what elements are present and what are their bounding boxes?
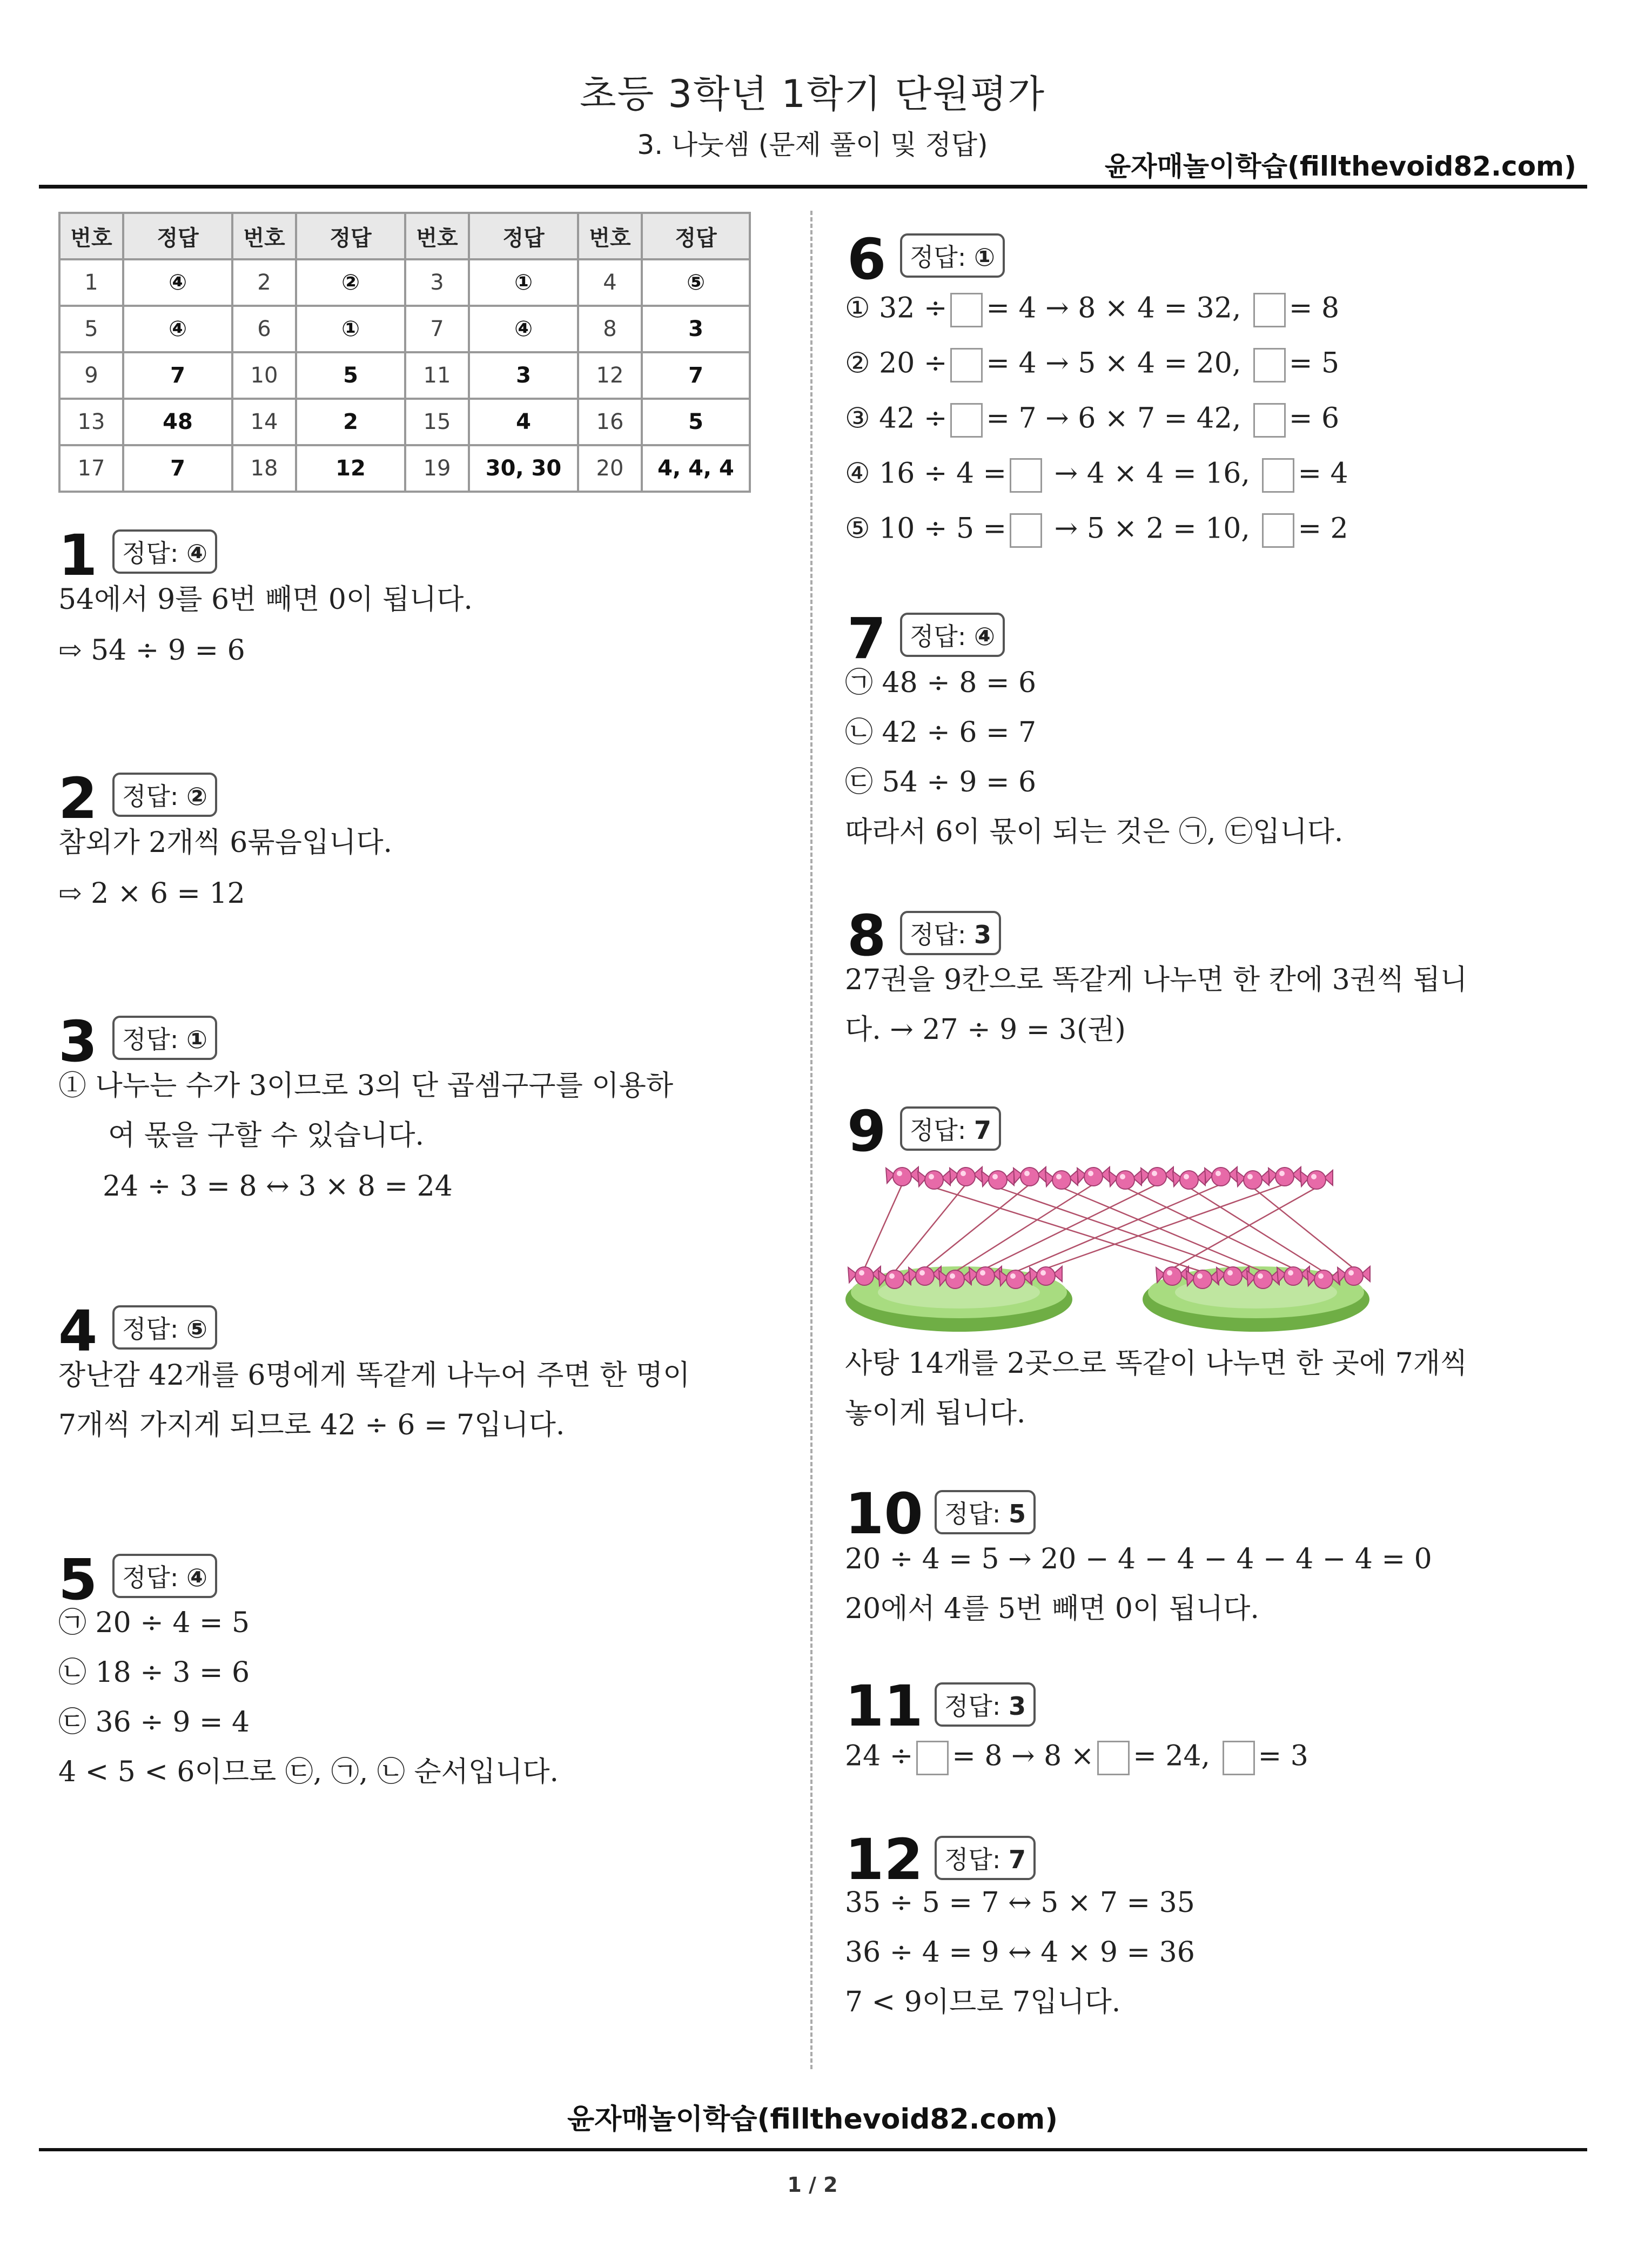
badge-answer: 7 [974,1116,992,1145]
solution-line [845,458,1348,493]
table-header: 번호 [578,213,642,259]
blank-box [1262,458,1294,493]
badge-answer: ④ [974,622,995,651]
table-cell-answer: 4, 4, 4 [642,445,750,492]
candy-icon [1237,1170,1269,1189]
table-cell-answer: ② [296,259,405,306]
blank-box [1253,403,1286,438]
table-cell-answer: 30, 30 [469,445,578,492]
solution-line: 24 ÷ 3 = 8 ↔ 3 × 8 = 24 [103,1170,453,1203]
table-cell-answer: 3 [469,352,578,399]
candy-icon [1205,1167,1237,1186]
page-number: 1 / 2 [787,2173,838,2197]
brand-footer: 윤자매놀이학습(fillthevoid82.com) [567,2103,1058,2136]
table-header: 정답 [296,213,405,259]
table-cell-number: 4 [578,259,642,306]
solution-line: 장난감 42개를 6명에게 똑같게 나누어 주면 한 명이 [58,1359,690,1392]
answer-badge [900,233,1005,278]
question-number: 11 [845,1673,923,1739]
solution-line: 따라서 6이 몫이 되는 것은 ㉠, ㉢입니다. [845,816,1344,848]
column-divider [810,211,812,2069]
solution-line: 35 ÷ 5 = 7 ↔ 5 × 7 = 35 [845,1887,1195,1919]
table-cell-answer: ④ [123,306,232,352]
question-number: 12 [845,1827,923,1893]
solution-line: ㉢ 54 ÷ 9 = 6 [845,766,1037,799]
connecting-lines [864,1184,1354,1272]
blank-box [1223,1741,1255,1775]
line-part: = 3 [1258,1740,1308,1773]
badge-answer: ④ [186,539,207,568]
table-cell-answer: ④ [123,259,232,306]
badge-label: 정답: [122,1563,186,1592]
line-part: = 7 → 6 × 7 = 42, [986,402,1241,435]
table-cell-number: 5 [59,306,123,352]
connect-line [1046,1184,1285,1269]
solution-line: ① 나누는 수가 3이므로 3의 단 곱셈구구를 이용하 [58,1070,674,1102]
table-cell-number: 16 [578,399,642,445]
solution-line [845,1741,1308,1775]
solution-line: 20 ÷ 4 = 5 → 20 − 4 − 4 − 4 − 4 − 4 = 0 [845,1543,1432,1575]
table-cell-answer: ⑤ [642,259,750,306]
candy-division-illustration [843,1151,1372,1345]
badge-answer: 5 [1009,1499,1026,1528]
line-part: = 4 → 8 × 4 = 32, [986,292,1241,325]
badge-label: 정답: [910,1116,974,1145]
table-row [59,399,750,445]
badge-answer: 7 [1009,1845,1026,1874]
badge-answer: ④ [186,1563,207,1592]
answer-badge [112,1016,217,1060]
line-part: ③ 42 ÷ [845,402,948,435]
line-part: = 6 [1288,402,1340,435]
blank-box [1253,348,1286,383]
answer-badge [112,1305,217,1350]
badge-answer: 3 [974,920,992,949]
table-cell-number: 19 [405,445,469,492]
candy-icon [1109,1170,1141,1189]
table-header: 번호 [59,213,123,259]
table-cell-number: 15 [405,399,469,445]
connect-line [985,1184,1157,1269]
table-header: 번호 [405,213,469,259]
line-part: = 4 → 5 × 4 = 20, [986,347,1241,380]
table-cell-answer: 7 [123,352,232,399]
table-row [59,445,750,492]
table-cell-number: 17 [59,445,123,492]
solution-line: 27권을 9칸으로 똑같게 나누면 한 칸에 3권씩 됩니 [845,964,1468,996]
table-header: 정답 [123,213,232,259]
question-number: 5 [58,1547,98,1613]
candy-icon [886,1167,918,1186]
table-header-row [59,213,750,259]
question-number: 8 [847,903,887,969]
solution-line: ㉡ 42 ÷ 6 = 7 [845,716,1037,749]
table-cell-answer: ① [469,259,578,306]
answer-badge [112,529,217,574]
table-header: 정답 [642,213,750,259]
answer-badge [935,1490,1036,1534]
solution-line: ⇨ 2 × 6 = 12 [58,877,245,910]
answer-badge [900,613,1005,657]
badge-label: 정답: [122,539,186,568]
table-cell-answer: 4 [469,399,578,445]
table-cell-number: 7 [405,306,469,352]
blank-box [950,293,983,327]
badge-answer: 3 [1009,1692,1026,1721]
solution-line: 4 < 5 < 6이므로 ㉢, ㉠, ㉡ 순서입니다. [58,1756,559,1788]
connect-line [925,1184,1030,1269]
solution-line: ㉢ 36 ÷ 9 = 4 [58,1706,250,1739]
solution-line: 다. → 27 ÷ 9 = 3(권) [845,1014,1126,1046]
table-cell-answer: 7 [642,352,750,399]
table-cell-number: 11 [405,352,469,399]
table-cell-number: 3 [405,259,469,306]
table-cell-answer: 3 [642,306,750,352]
answer-badge [112,1554,217,1598]
table-cell-answer: ① [296,306,405,352]
badge-label: 정답: [910,622,974,651]
solution-line: 참외가 2개씩 6묶음입니다. [58,827,393,859]
line-part: → 4 × 4 = 16, [1054,457,1250,490]
badge-label: 정답: [944,1499,1009,1528]
table-cell-number: 20 [578,445,642,492]
line-part: = 5 [1288,347,1340,380]
badge-label: 정답: [910,920,974,949]
connect-line [1172,1187,1317,1269]
question-number: 2 [58,766,98,831]
answer-badge [935,1836,1036,1880]
question-number: 6 [847,226,887,292]
solution-line: ㉠ 20 ÷ 4 = 5 [58,1607,250,1639]
bottom-candy-rows [848,1266,1370,1289]
candy-icon [1141,1167,1173,1186]
solution-line: 놓이게 됩니다. [845,1397,1026,1430]
line-part: ① 32 ÷ [845,292,948,325]
solution-line: ⇨ 54 ÷ 9 = 6 [58,634,245,667]
solution-line: 7개씩 가지게 되므로 42 ÷ 6 = 7입니다. [58,1409,565,1441]
line-part: = 2 [1298,512,1348,545]
question-number: 7 [847,606,887,672]
table-cell-number: 10 [232,352,296,399]
table-cell-answer: 5 [296,352,405,399]
solution-line: 54에서 9를 6번 빼면 0이 됩니다. [58,583,473,616]
solution-line: 사탕 14개를 2곳으로 똑같이 나누면 한 곳에 7개씩 [845,1347,1468,1380]
table-row [59,306,750,352]
badge-label: 정답: [122,1025,186,1054]
badge-label: 정답: [944,1845,1009,1874]
solution-line [845,513,1348,548]
table-cell-answer: 2 [296,399,405,445]
solution-line: 36 ÷ 4 = 9 ↔ 4 × 9 = 36 [845,1936,1195,1969]
table-cell-answer: 12 [296,445,405,492]
line-part: = 4 [1298,457,1348,490]
line-part: = 24, [1133,1740,1211,1773]
table-cell-number: 1 [59,259,123,306]
answer-badge [935,1682,1036,1727]
line-part: = 8 [1288,292,1340,325]
badge-answer: ① [186,1025,207,1054]
badge-answer: ① [974,243,995,272]
badge-label: 정답: [122,782,186,811]
blank-box [916,1741,949,1775]
answer-table [58,212,751,493]
table-row [59,259,750,306]
brand-header: 윤자매놀이학습(fillthevoid82.com) [1104,151,1576,182]
connect-line [895,1184,966,1272]
candy-icon [918,1170,950,1189]
candy-icon [982,1170,1014,1189]
line-part: ④ 16 ÷ 4 = [845,457,1007,490]
candy-icon [1077,1167,1110,1186]
table-cell-number: 2 [232,259,296,306]
table-cell-number: 18 [232,445,296,492]
blank-box [950,403,983,438]
table-row [59,352,750,399]
line-part: → 5 × 2 = 10, [1054,512,1250,545]
candy-icon [1013,1167,1046,1186]
blank-box [1262,513,1294,548]
table-cell-answer: 5 [642,399,750,445]
badge-answer: ② [186,782,207,811]
badge-label: 정답: [910,243,974,272]
connect-line [1189,1187,1324,1272]
question-number: 10 [845,1481,923,1547]
table-cell-number: 12 [578,352,642,399]
line-part: = 8 → 8 × [952,1740,1094,1773]
solution-line: ㉡ 18 ÷ 3 = 6 [58,1656,250,1689]
candy-icon [1268,1167,1301,1186]
candy-icon [1045,1170,1078,1189]
line-part: ⑤ 10 ÷ 5 = [845,512,1007,545]
solution-line [845,348,1339,383]
line-part: ② 20 ÷ [845,347,948,380]
question-number: 9 [847,1098,887,1164]
table-header: 정답 [469,213,578,259]
footer-rule [39,2148,1587,2151]
blank-box [1097,1741,1130,1775]
solution-line [845,293,1339,327]
page-title: 초등 3학년 1학기 단원평가 [579,72,1046,116]
page-subtitle: 3. 나눗셈 (문제 풀이 및 정답) [637,129,988,160]
question-number: 1 [58,522,98,588]
badge-label: 정답: [944,1692,1009,1721]
table-cell-number: 6 [232,306,296,352]
blank-box [950,348,983,383]
header-rule [39,185,1587,189]
table-header: 번호 [232,213,296,259]
table-cell-number: 14 [232,399,296,445]
connect-line [998,1187,1233,1269]
question-number: 4 [58,1298,98,1364]
candy-icon [1300,1170,1333,1189]
blank-box [1010,513,1042,548]
blank-box [1010,458,1042,493]
solution-line [845,403,1339,438]
candy-icon [950,1167,982,1186]
solution-line: 20에서 4를 5번 빼면 0이 됩니다. [845,1593,1259,1625]
top-candy-row [886,1167,1333,1189]
table-cell-number: 9 [59,352,123,399]
line-part: 24 ÷ [845,1740,914,1773]
table-cell-answer: 48 [123,399,232,445]
table-cell-answer: ④ [469,306,578,352]
table-cell-number: 8 [578,306,642,352]
answer-badge [900,1106,1001,1151]
solution-line: 7 < 9이므로 7입니다. [845,1986,1121,2018]
answer-badge [900,911,1001,955]
table-cell-number: 13 [59,399,123,445]
solution-line: 여 몫을 구할 수 있습니다. [108,1119,424,1152]
solution-line: ㉠ 48 ÷ 8 = 6 [845,667,1037,699]
table-cell-answer: 7 [123,445,232,492]
blank-box [1253,293,1286,327]
connect-line [864,1184,902,1269]
badge-label: 정답: [122,1314,186,1344]
answer-badge [112,773,217,817]
candy-icon [1173,1170,1205,1189]
badge-answer: ⑤ [186,1314,207,1344]
question-number: 3 [58,1009,98,1075]
